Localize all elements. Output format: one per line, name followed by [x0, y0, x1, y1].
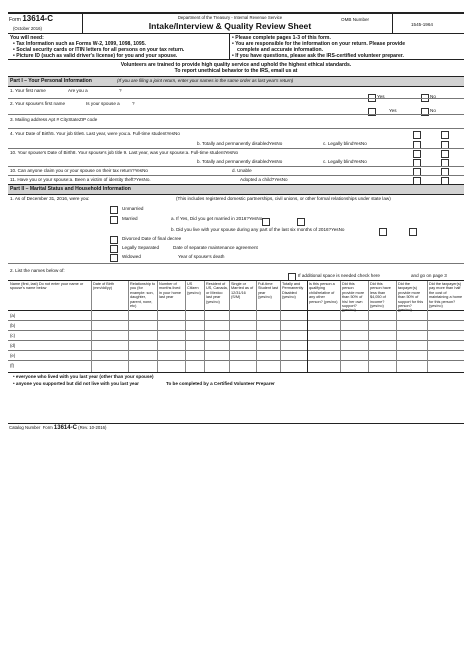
part2-header: Part II – Marital Status and Household Information — [8, 184, 464, 195]
note-item: • If you have questions, please ask the IRS-certified volunteer preparer. — [232, 53, 404, 59]
q10c-label: c. Legally blindYesNo — [323, 159, 367, 164]
needs-heading: You will need: — [10, 35, 44, 41]
col-header: Full-time Student last year (yes/no) — [258, 282, 279, 300]
q10d-label: d. Unable — [232, 168, 252, 173]
q10-label: 10. Your spouse's Date of Birth8. Your spouse's job title 9. Last year, was your spouse:a. Full-time studentYesNo — [10, 150, 239, 155]
col-header: Did the taxpayer(s) provide more than 50% of support for this person? (yes/no) — [398, 282, 424, 313]
col-header: Did this person have less than $4,050 of income? (yes/no) — [370, 282, 391, 309]
married-2016-checkbox[interactable] — [297, 218, 305, 226]
needs-item: • Social security cards or ITIN letters for all persons on your tax return. — [13, 47, 185, 53]
married-checkbox[interactable] — [110, 216, 118, 224]
q4b-label: b. Totally and permanently disabledYesNo — [197, 141, 283, 146]
mailing-address-label: 3. Mailing address Apt # CityStateZIP code — [10, 117, 98, 122]
row-label: (c) — [10, 333, 16, 338]
agency-line: Department of the Treasury - Internal Revenue Service — [177, 15, 283, 20]
col-header: Name (first, last) Do not enter your name or spouse's name below — [10, 282, 84, 291]
row-label: (d) — [10, 343, 16, 348]
q4c-label: c. Legally blindYesNo — [323, 141, 367, 146]
form-date: (October 2016) — [13, 26, 42, 31]
q11b-label: Adopted a child?YesNo — [240, 177, 288, 182]
col-header: Date of Birth (mm/dd/yy) — [93, 282, 115, 291]
lived-with-spouse-q: b. Did you live with your spouse during any part of the last six months of 2016?YesNo — [171, 227, 345, 232]
partnership-note: (This includes registered domestic partnerships, civil unions, or other formal relationships under state law) — [176, 196, 391, 201]
list-names-label: 2. List the names below of: — [10, 268, 65, 273]
lived-with-spouse-checkbox[interactable] — [379, 228, 387, 236]
note-item: • Please complete pages 1-3 of this form. — [232, 35, 331, 41]
bullet-everyone: • everyone who lived with you last year (other than your spouse) — [13, 374, 154, 379]
q1-label: 1. Your first name — [10, 88, 46, 93]
col-header: Did this person provide more than 50% of his/ her own support? (yes/no) — [342, 282, 365, 313]
volunteer-completed: To be completed by a Certified Volunteer Preparer — [166, 381, 275, 386]
volunteer-notice: Volunteers are trained to provide high quality service and uphold the highest ethical standards. — [120, 62, 352, 68]
q1-are-you: Are you a — [68, 88, 88, 93]
widowed-checkbox[interactable] — [110, 254, 118, 262]
col-header: Resident of US, Canada, or Mexico last year (yes/no) — [206, 282, 228, 304]
married-2016-q: a. If Yes, Did you get married in 2016?YesNo — [171, 216, 263, 221]
q10b-label: b. Totally and permanently disabledYesNo — [197, 159, 283, 164]
q2-label: 2. Your spouse's first name — [10, 101, 66, 106]
row-label: (b) — [10, 323, 16, 328]
footer: Catalog Number Form 13614-C (Rev. 10-2016) — [9, 425, 107, 431]
col-header: Is this person a qualifying child/relative of any other person? (yes/no) — [309, 282, 338, 304]
row-label: (a) — [10, 313, 16, 318]
married-2016-checkbox[interactable] — [262, 218, 270, 226]
note-item: • You are responsible for the information on your return. Please provide — [232, 41, 406, 47]
part1-header: Part I – Your Personal Information (If you are filing a joint return, enter your names in the same order as last year's return) — [8, 76, 464, 87]
col-header: Totally and Permanently Disabled (yes/no) — [282, 282, 304, 300]
needs-item: • Picture ID (such as valid driver's license) for you and your spouse. — [13, 53, 178, 59]
q11-label: 11. Have you or your spouse:a. Been a victim of identity theft?YesNo. — [10, 177, 151, 182]
lived-with-spouse-checkbox[interactable] — [409, 228, 417, 236]
q4-checkbox[interactable] — [441, 131, 449, 139]
col-header: Relationship to you (for example: son, daughter, parent, none, etc) — [130, 282, 156, 309]
unmarried-checkbox[interactable] — [110, 206, 118, 214]
form-label: Form 13614-C — [9, 14, 53, 23]
col-header: Did the taxpayer(s) pay more than half the cost of maintaining a home for this person? (yes/no) — [429, 282, 463, 309]
page-title: Intake/Interview & Quality Review Sheet — [148, 21, 312, 31]
q4-checkbox[interactable] — [413, 131, 421, 139]
claim-label: 10. Can anyone claim you or your spouse on their tax return?YesNo — [10, 168, 148, 173]
q4-label: 4. Your Date of Birth5. Your job title6. Last year, were you:a. Full-time studentYesNo — [10, 131, 180, 136]
volunteer-notice: To report unethical behavior to the IRS, email us at — [174, 68, 298, 74]
row-label: (e) — [10, 353, 16, 358]
q10-checkbox[interactable] — [413, 150, 421, 158]
omb-number: 1545-1964 — [411, 22, 433, 27]
note-item: complete and accurate information. — [237, 47, 324, 53]
col-header: Number of months lived in your home last year — [159, 282, 181, 300]
omb-label: OMB Number — [341, 17, 370, 22]
needs-item: • Tax Information such as Forms W-2, 1099, 1098, 1095. — [13, 41, 146, 47]
q10-checkbox[interactable] — [441, 150, 449, 158]
bullet-anyone: • anyone you supported but did not live with you last year — [13, 381, 139, 386]
col-header: Single or Married as of 12/31/16 (S/M) — [231, 282, 254, 300]
col-header: US Citizen (yes/no) — [187, 282, 201, 295]
separated-checkbox[interactable] — [110, 245, 118, 253]
row-label: (f) — [10, 363, 15, 368]
divorced-checkbox[interactable] — [110, 236, 118, 244]
marital-question: 1. As of December 31, 2016, were you: — [10, 196, 90, 201]
